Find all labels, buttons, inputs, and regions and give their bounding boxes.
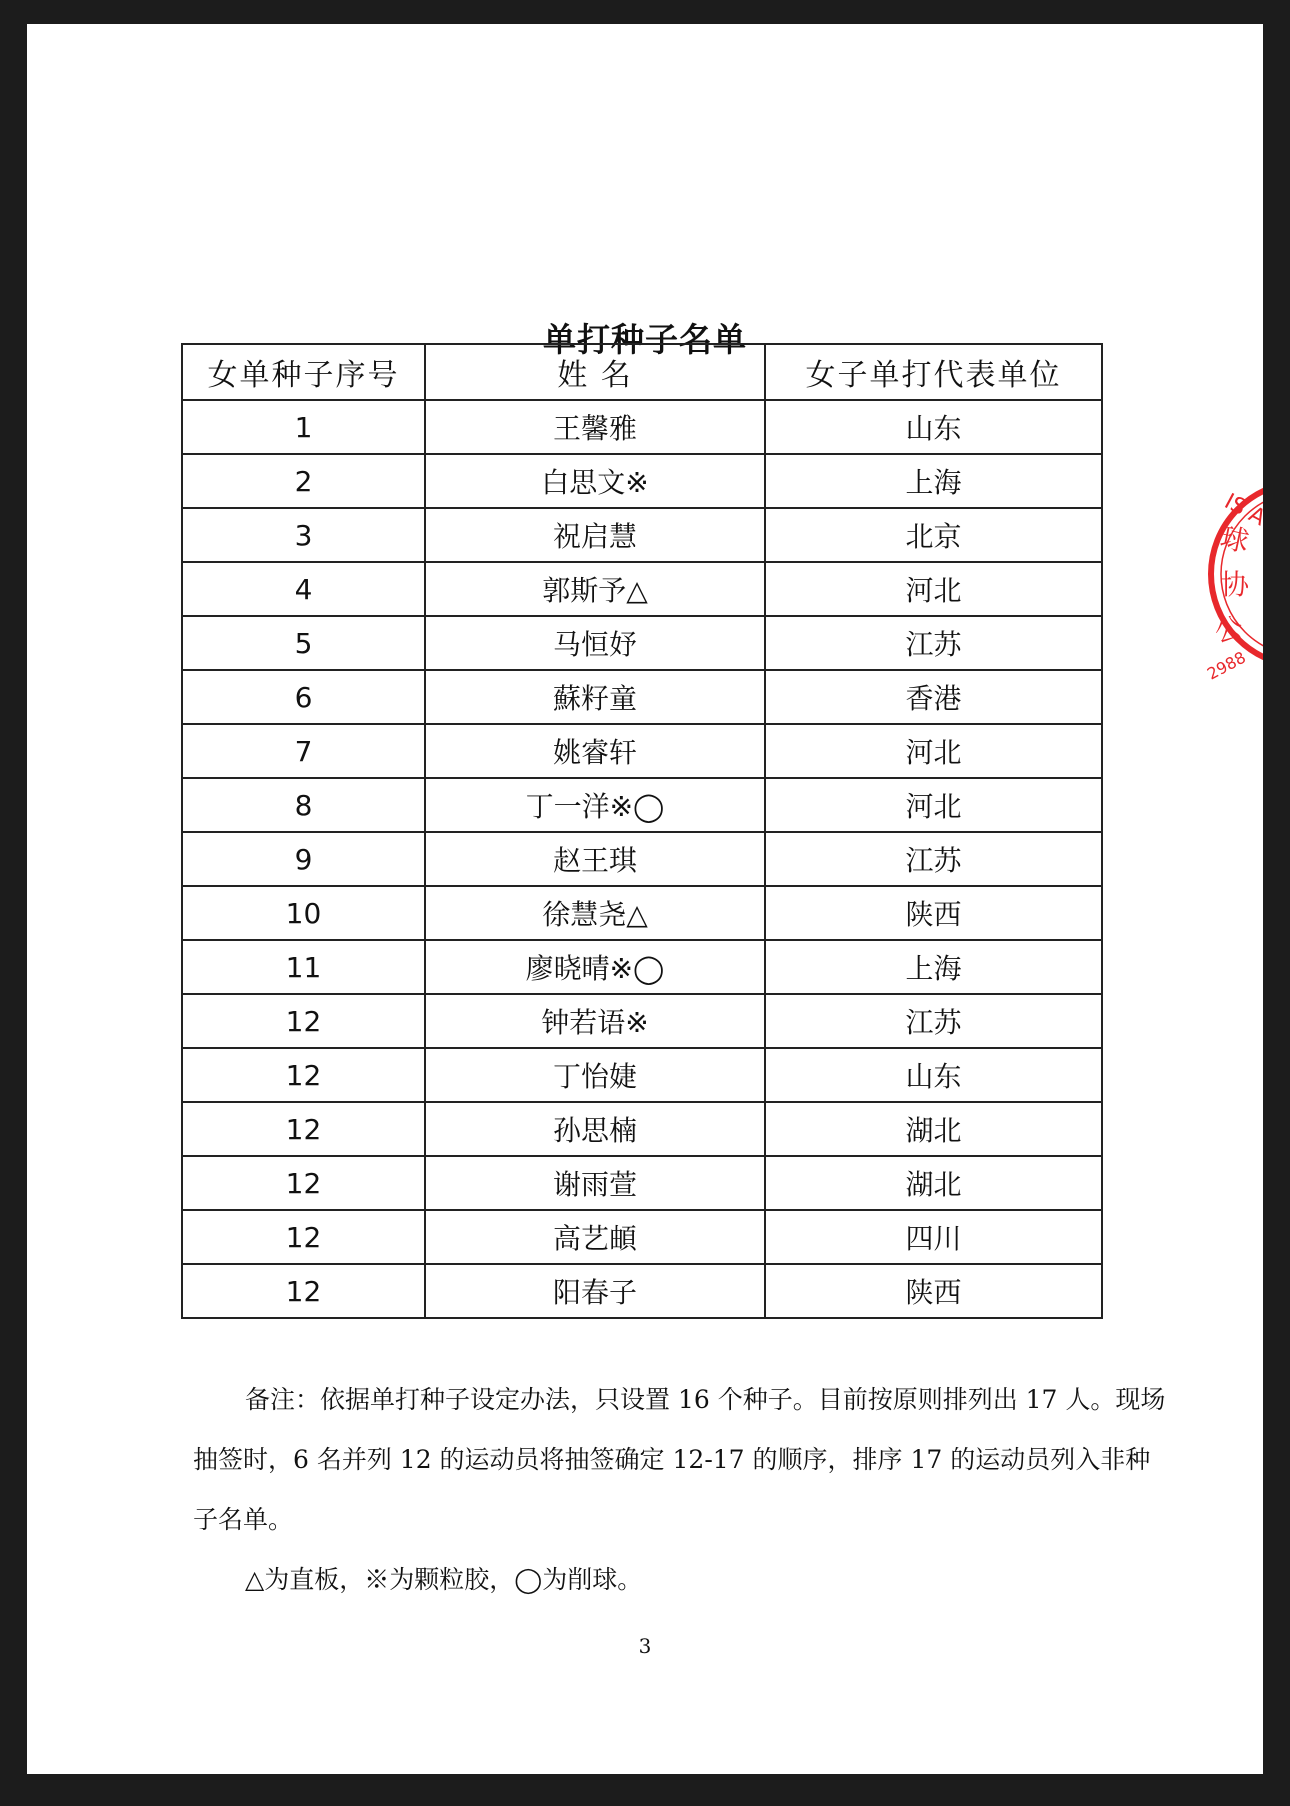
header-name: 姓 名 xyxy=(425,344,765,400)
seed-number-cell: 12 xyxy=(182,994,425,1048)
svg-text:2988: 2988 xyxy=(1203,647,1249,684)
seed-number-cell: 12 xyxy=(182,1210,425,1264)
table-row xyxy=(182,994,1102,1048)
svg-text:协: 协 xyxy=(1221,568,1250,601)
athlete-name-cell: 阳春子 xyxy=(425,1264,765,1318)
athlete-name-cell: 谢雨萱 xyxy=(425,1156,765,1210)
seed-number-cell: 7 xyxy=(182,724,425,778)
representative-unit-cell: 上海 xyxy=(765,454,1102,508)
notes-section xyxy=(193,1370,1173,1610)
table-row xyxy=(182,1156,1102,1210)
representative-unit-cell: 香港 xyxy=(765,670,1102,724)
athlete-name-cell: 孙思楠 xyxy=(425,1102,765,1156)
table-row xyxy=(182,1210,1102,1264)
table-row xyxy=(182,724,1102,778)
seed-number-cell: 9 xyxy=(182,832,425,886)
athlete-name-cell: 赵王琪 xyxy=(425,832,765,886)
notes-legend: △为直板，※为颗粒胶，◯为削球。 xyxy=(245,1565,643,1594)
table-row xyxy=(182,616,1102,670)
svg-text:公: 公 xyxy=(1211,610,1246,649)
seed-number-cell: 10 xyxy=(182,886,425,940)
representative-unit-cell: 湖北 xyxy=(765,1156,1102,1210)
svg-text:球: 球 xyxy=(1217,520,1252,559)
table-row xyxy=(182,886,1102,940)
representative-unit-cell: 河北 xyxy=(765,562,1102,616)
athlete-name-cell: 马恒妤 xyxy=(425,616,765,670)
representative-unit-cell: 四川 xyxy=(765,1210,1102,1264)
athlete-name-cell: 王馨雅 xyxy=(425,400,765,454)
table-body xyxy=(182,400,1102,1318)
athlete-name-cell: 高艺頔 xyxy=(425,1210,765,1264)
athlete-name-cell: 蘇籽童 xyxy=(425,670,765,724)
table-row xyxy=(182,940,1102,994)
seed-number-cell: 6 xyxy=(182,670,425,724)
representative-unit-cell: 河北 xyxy=(765,778,1102,832)
seed-number-cell: 12 xyxy=(182,1048,425,1102)
representative-unit-cell: 上海 xyxy=(765,940,1102,994)
athlete-name-cell: 姚睿轩 xyxy=(425,724,765,778)
representative-unit-cell: 湖北 xyxy=(765,1102,1102,1156)
table-row xyxy=(182,454,1102,508)
seed-number-cell: 1 xyxy=(182,400,425,454)
table-row xyxy=(182,1264,1102,1318)
table-row xyxy=(182,832,1102,886)
representative-unit-cell: 河北 xyxy=(765,724,1102,778)
seed-number-cell: 3 xyxy=(182,508,425,562)
athlete-name-cell: 廖晓晴※◯ xyxy=(425,940,765,994)
page-number: 3 xyxy=(638,1634,652,1658)
representative-unit-cell: 山东 xyxy=(765,400,1102,454)
table-header-row xyxy=(182,344,1102,400)
red-seal-stamp-icon xyxy=(1203,454,1270,694)
seed-number-cell: 12 xyxy=(182,1102,425,1156)
representative-unit-cell: 江苏 xyxy=(765,616,1102,670)
representative-unit-cell: 江苏 xyxy=(765,832,1102,886)
athlete-name-cell: 祝启慧 xyxy=(425,508,765,562)
athlete-name-cell: 徐慧尧△ xyxy=(425,886,765,940)
athlete-name-cell: 丁怡婕 xyxy=(425,1048,765,1102)
table-row xyxy=(182,1102,1102,1156)
seed-number-cell: 2 xyxy=(182,454,425,508)
table-row xyxy=(182,670,1102,724)
seed-number-cell: 11 xyxy=(182,940,425,994)
seed-list-table xyxy=(181,343,1103,1319)
representative-unit-cell: 北京 xyxy=(765,508,1102,562)
representative-unit-cell: 江苏 xyxy=(765,994,1102,1048)
table-row xyxy=(182,562,1102,616)
athlete-name-cell: 白思文※ xyxy=(425,454,765,508)
document-page xyxy=(27,24,1270,1774)
notes-paragraph: 备注：依据单打种子设定办法，只设置 16 个种子。目前按原则排列出 17 人。现场抽签时，6 名并列 12 的运动员将抽签确定 12-17 的顺序，排序 17 的运动员列入非种子名单。 xyxy=(193,1385,1166,1534)
athlete-name-cell: 钟若语※ xyxy=(425,994,765,1048)
representative-unit-cell: 山东 xyxy=(765,1048,1102,1102)
header-seed-number: 女单种子序号 xyxy=(182,344,425,400)
svg-text:IS A: IS A xyxy=(1220,489,1270,532)
table-row xyxy=(182,400,1102,454)
header-representative-unit: 女子单打代表单位 xyxy=(765,344,1102,400)
seed-number-cell: 12 xyxy=(182,1264,425,1318)
seed-number-cell: 12 xyxy=(182,1156,425,1210)
document-title: 单打种子名单 xyxy=(543,320,747,359)
seed-number-cell: 4 xyxy=(182,562,425,616)
seed-number-cell: 8 xyxy=(182,778,425,832)
representative-unit-cell: 陕西 xyxy=(765,886,1102,940)
athlete-name-cell: 丁一洋※◯ xyxy=(425,778,765,832)
table-row xyxy=(182,1048,1102,1102)
seed-number-cell: 5 xyxy=(182,616,425,670)
representative-unit-cell: 陕西 xyxy=(765,1264,1102,1318)
table-row xyxy=(182,508,1102,562)
athlete-name-cell: 郭斯予△ xyxy=(425,562,765,616)
table-row xyxy=(182,778,1102,832)
